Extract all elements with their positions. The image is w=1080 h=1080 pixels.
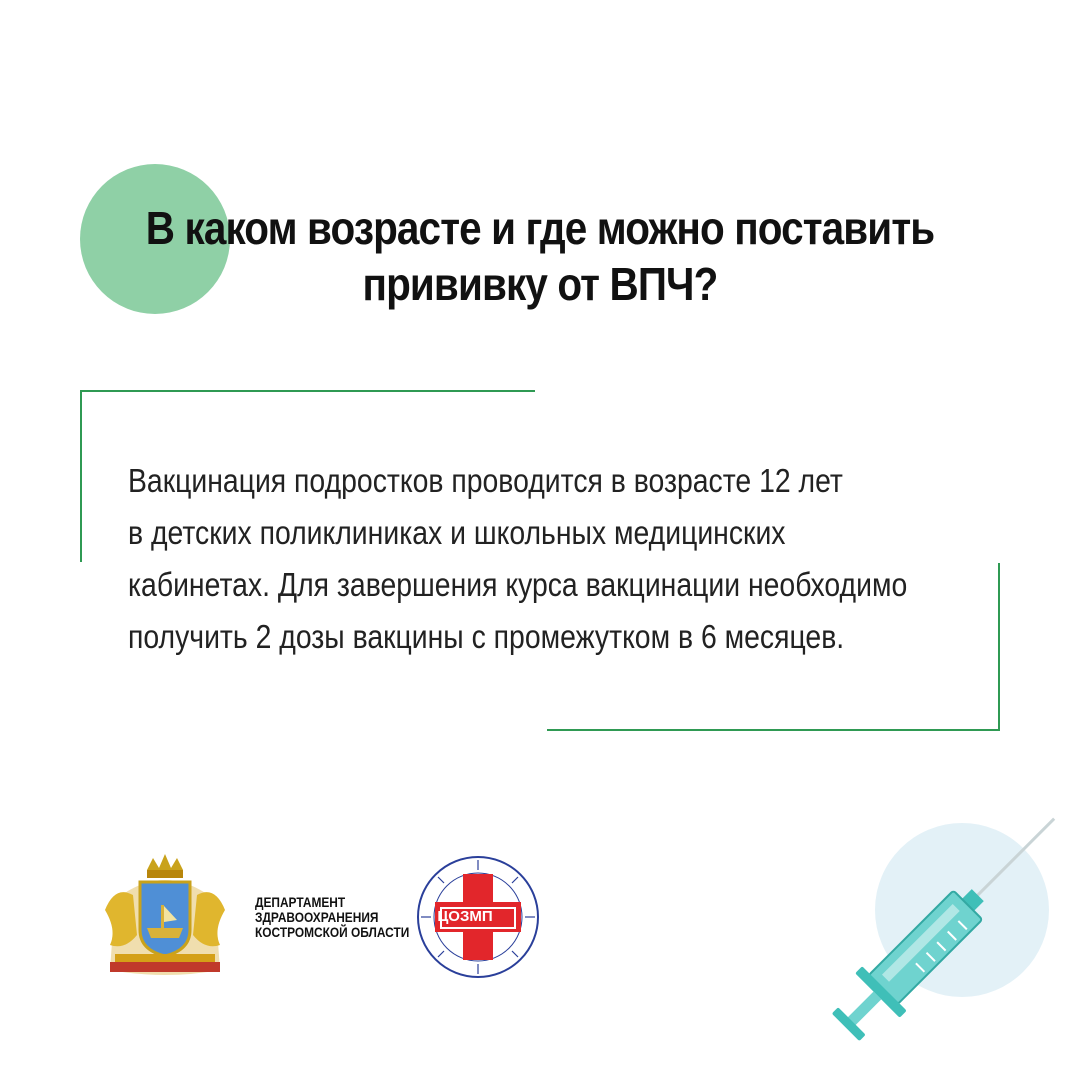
body-line-4: получить 2 дозы вакцины с промежутком в 6 месяцев. — [128, 618, 845, 655]
cozmp-label: ЦОЗМП — [437, 908, 493, 925]
department-line-3: КОСТРОМСКОЙ ОБЛАСТИ — [255, 924, 410, 940]
body-line-2: в детских поликлиниках и школьных медицинских — [128, 514, 786, 551]
frame-top-line — [80, 390, 535, 392]
department-line-1: ДЕПАРТАМЕНТ — [255, 894, 346, 910]
body-line-3: кабинетах. Для завершения курса вакцинации необходимо — [128, 566, 908, 603]
frame-right-line — [998, 563, 1000, 731]
kostroma-coat-of-arms-icon — [95, 850, 235, 980]
syringe-illustration — [810, 810, 1060, 1070]
body-paragraph — [128, 455, 908, 663]
logos — [95, 850, 555, 980]
frame-bottom-line — [547, 729, 1000, 731]
title-line-2: прививку от ВПЧ? — [362, 258, 718, 310]
department-line-2: ЗДРАВООХРАНЕНИЯ — [255, 909, 379, 925]
title-line-1: В каком возрасте и где можно поставить — [145, 202, 935, 254]
body-line-1: Вакцинация подростков проводится в возрасте 12 лет — [128, 462, 843, 499]
page-title — [118, 200, 963, 312]
department-name — [255, 895, 409, 940]
frame-left-line — [80, 390, 82, 562]
